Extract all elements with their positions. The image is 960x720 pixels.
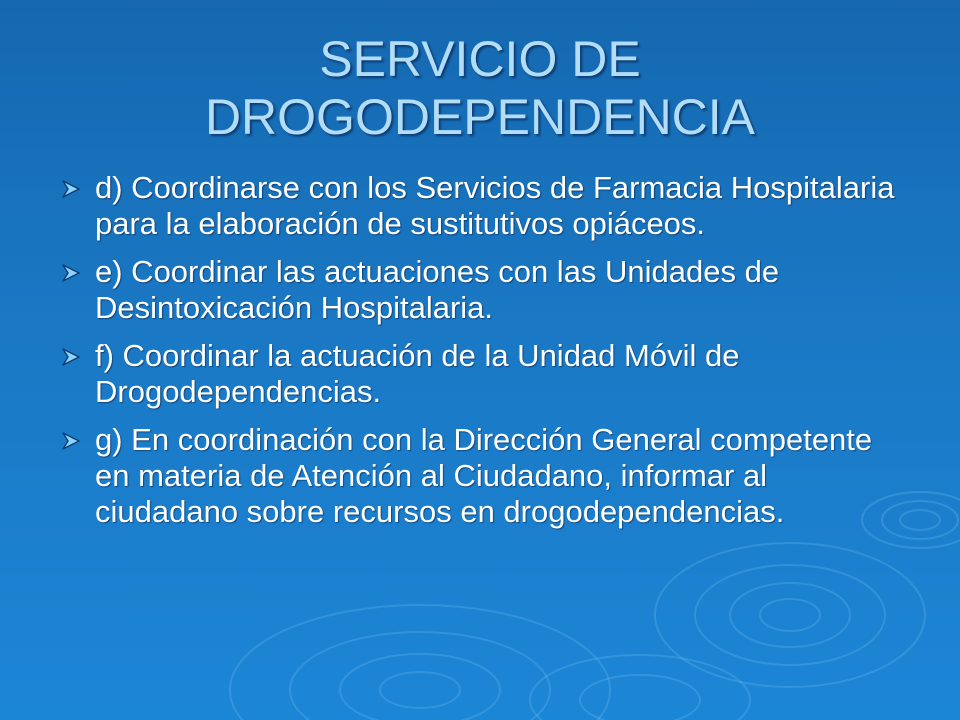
bullet-item-d <box>58 170 898 242</box>
slide-title-line-1: SERVICIO DE <box>319 31 641 87</box>
bullet-item-e <box>58 254 898 326</box>
bullet-list <box>58 170 898 542</box>
slide-title <box>0 30 960 146</box>
bullet-item-g <box>58 422 898 530</box>
bullet-text-g: g) En coordinación con la Dirección General competente en materia de Atención al Ciudadano, informar al ciudadano sobre recursos en drogodependencias. <box>95 422 873 529</box>
bullet-text-d: d) Coordinarse con los Servicios de Farmacia Hospitalaria para la elaboración de sustitutivos opiáceos. <box>95 170 895 241</box>
arrow-right-icon <box>60 347 82 367</box>
arrow-right-icon <box>60 179 82 199</box>
bullet-item-f <box>58 338 898 410</box>
arrow-right-icon <box>60 431 82 451</box>
bullet-text-e: e) Coordinar las actuaciones con las Unidades de Desintoxicación Hospitalaria. <box>95 254 780 325</box>
bullet-text-f: f) Coordinar la actuación de la Unidad Móvil de Drogodependencias. <box>95 338 740 409</box>
arrow-right-icon <box>60 263 82 283</box>
slide-title-line-2: DROGODEPENDENCIA <box>204 89 756 145</box>
